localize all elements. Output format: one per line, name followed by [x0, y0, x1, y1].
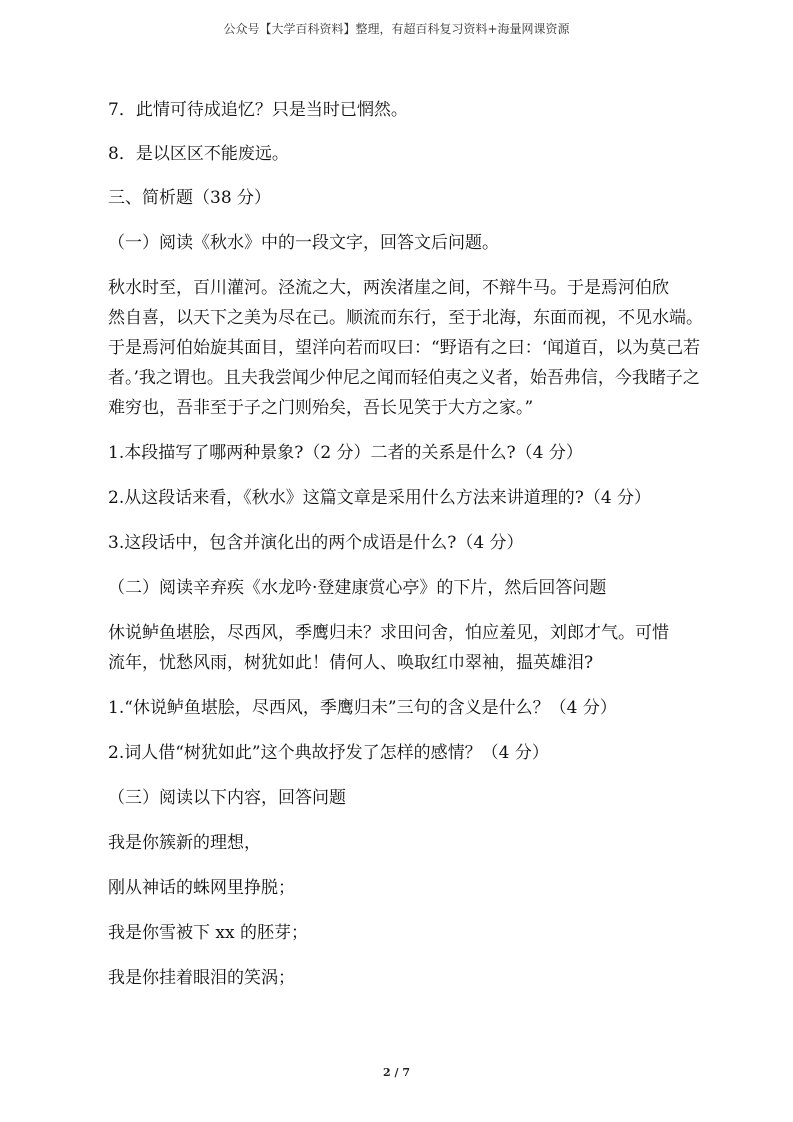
answer-item-8: 8．是以区区不能废远。: [108, 144, 289, 164]
subsection-heading: （二）阅读辛弃疾《水龙吟·登建康赏心亭》的下片，然后回答问题: [108, 578, 607, 598]
section-heading: 三、简析题（38 分）: [108, 188, 272, 208]
passage-line: 休说鲈鱼堪脍，尽西风，季鹰归未？求田问舍，怕应羞见，刘郎才气。可惜: [108, 623, 669, 643]
passage-line: 秋水时至，百川灌河。泾流之大，两涘渚崖之间，不辩牛马。于是焉河伯欣: [108, 278, 669, 298]
page-number: 2 / 7: [383, 1066, 410, 1079]
passage-line: 于是焉河伯始旋其面目，望洋向若而叹曰：“野语有之曰：‘闻道百，以为莫己若: [108, 338, 701, 358]
passage-line: 然自喜，以天下之美为尽在己。顺流而东行，至于北海，东面而视，不见水端。: [108, 308, 703, 328]
passage-line: 流年，忧愁风雨，树犹如此！倩何人、唤取红巾翠袖，揾英雄泪?: [108, 653, 594, 673]
question-item: 2.从这段话来看，《秋水》这篇文章是采用什么方法来讲道理的?（4 分）: [108, 488, 652, 508]
poem-line: 我是你簇新的理想，: [108, 833, 261, 853]
poem-line: 我是你雪被下 xx 的胚芽；: [108, 923, 308, 943]
passage-line: 难穷也，吾非至于子之门则殆矣，吾长见笑于大方之家。”: [108, 398, 534, 418]
subsection-heading: （一）阅读《秋水》中的一段文字，回答文后问题。: [108, 233, 499, 253]
subsection-heading: （三）阅读以下内容，回答问题: [108, 788, 346, 808]
question-item: 3.这段话中，包含并演化出的两个成语是什么?（4 分）: [108, 533, 524, 553]
passage-line: 者。’我之谓也。且夫我尝闻少仲尼之闻而轻伯夷之义者，始吾弗信，今我睹子之: [108, 368, 700, 388]
poem-line: 刚从神话的蛛网里挣脱；: [108, 878, 295, 898]
question-item: 2.词人借“树犹如此”这个典故抒发了怎样的感情？（4 分）: [108, 743, 549, 763]
page-header: 公众号【大学百科资料】整理，有超百科复习资料+海量网课资源: [223, 22, 570, 36]
question-item: 1.“休说鲈鱼堪脍，尽西风，季鹰归未”三句的含义是什么？（4 分）: [108, 698, 617, 718]
poem-line: 我是你挂着眼泪的笑涡；: [108, 968, 295, 988]
question-item: 1.本段描写了哪两种景象?（2 分）二者的关系是什么?（4 分）: [108, 443, 583, 463]
answer-item-7: 7．此情可待成追忆？只是当时已惘然。: [108, 100, 408, 120]
